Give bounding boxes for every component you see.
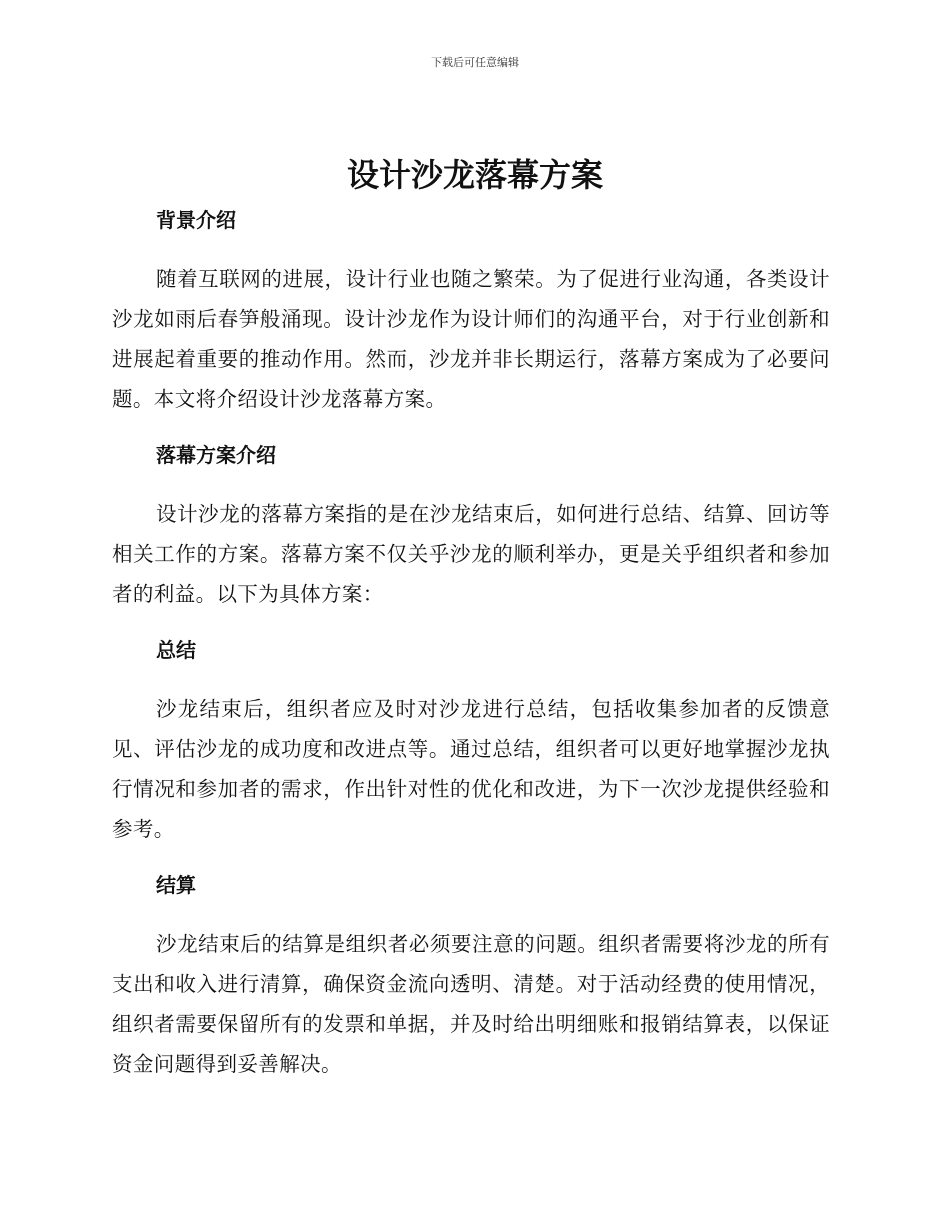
section-paragraph-closing-plan: 设计沙龙的落幕方案指的是在沙龙结束后，如何进行总结、结算、回访等相关工作的方案。落幕方案不仅关乎沙龙的顺利举办，更是关乎组织者和参加者的利益。以下为具体方案：: [112, 502, 830, 606]
section-paragraph-settlement: 沙龙结束后的结算是组织者必须要注意的问题。组织者需要将沙龙的所有支出和收入进行清算，确保资金流向透明、清楚。对于活动经费的使用情况，组织者需要保留所有的发票和单据，并及时给出明细账和报销结算表，以保证资金问题得到妥善解决。: [112, 932, 830, 1076]
section-paragraph-background: 随着互联网的进展，设计行业也随之繁荣。为了促进行业沟通，各类设计沙龙如雨后春笋般涌现。设计沙龙作为设计师们的沟通平台，对于行业创新和进展起着重要的推动作用。然而，沙龙并非长期运行，落幕方案成为了必要问题。本文将介绍设计沙龙落幕方案。: [112, 267, 830, 411]
section-heading-settlement: 结算: [156, 873, 196, 897]
document-title: 设计沙龙落幕方案: [346, 156, 603, 194]
page-header-note: 下载后可任意编辑: [431, 56, 519, 69]
section-heading-background: 背景介绍: [156, 208, 236, 232]
section-heading-closing-plan: 落幕方案介绍: [156, 443, 276, 467]
section-heading-summary: 总结: [156, 638, 196, 662]
document-body: [112, 204, 830, 1084]
section-paragraph-summary: 沙龙结束后，组织者应及时对沙龙进行总结，包括收集参加者的反馈意见、评估沙龙的成功度和改进点等。通过总结，组织者可以更好地掌握沙龙执行情况和参加者的需求，作出针对性的优化和改进，为下一次沙龙提供经验和参考。: [112, 697, 830, 841]
